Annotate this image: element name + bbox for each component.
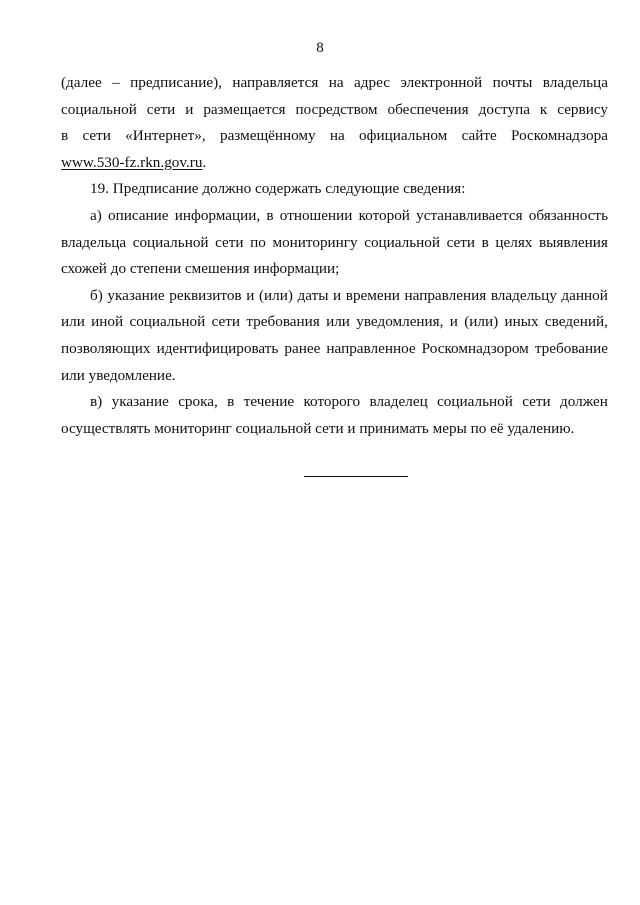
text-line: 19. Предписание должно содержать следующие сведения:: [90, 180, 466, 198]
word: и: [185, 100, 194, 118]
word: обеспечения: [387, 100, 469, 118]
word: в: [227, 393, 235, 411]
word: сайте: [461, 127, 497, 145]
text-line: [61, 203, 608, 230]
word: по: [250, 233, 266, 251]
word: владельца: [61, 233, 127, 251]
word: владельцу: [490, 286, 557, 304]
text-line: [61, 97, 608, 124]
word: владельца: [542, 74, 608, 91]
word: даты: [297, 286, 329, 304]
word: –: [112, 74, 120, 91]
word: целях: [495, 233, 533, 251]
word: сведений,: [544, 313, 608, 331]
word: которого: [303, 393, 361, 411]
text-line: [61, 123, 608, 150]
word: сети: [146, 100, 176, 118]
page-number: 8: [316, 40, 324, 56]
paragraph-subitem-b: [61, 283, 608, 389]
word: социальной: [437, 393, 513, 411]
word: устанавливается: [416, 206, 523, 224]
word: размещается: [203, 100, 286, 118]
word: размещённому: [219, 127, 316, 145]
text-line: [61, 389, 608, 416]
text-line: осуществлять мониторинг социальной сети и принимать меры по её удалению.: [61, 419, 575, 437]
word: описание: [108, 206, 169, 224]
word: в: [61, 127, 69, 145]
document-body: [61, 70, 608, 442]
word: времени: [345, 286, 400, 304]
word: предписание),: [130, 74, 222, 91]
word: на: [328, 74, 344, 91]
word: в): [90, 393, 103, 411]
word: направляется: [232, 74, 319, 91]
word: требования: [246, 313, 320, 331]
text-line: [61, 309, 608, 336]
word: позволяющих: [61, 339, 151, 357]
word: сети: [82, 127, 111, 145]
paragraph-item-19: [61, 176, 608, 203]
end-of-text-divider: [304, 476, 408, 477]
text-line: [61, 283, 608, 310]
text-line: схожей до степени смешения информации;: [61, 260, 340, 278]
word: должен: [560, 393, 608, 411]
word: иной: [91, 313, 124, 331]
word: (или): [258, 286, 293, 304]
website-link[interactable]: www.530-fz.rkn.gov.ru: [61, 153, 203, 171]
paragraph-subitem-v: [61, 389, 608, 442]
word: или: [61, 313, 85, 331]
text-line: [61, 70, 608, 97]
word: Роскомнадзора: [511, 127, 608, 145]
word: сети: [522, 393, 551, 411]
word: адрес: [354, 74, 390, 91]
word: или: [326, 313, 350, 331]
word: срока,: [178, 393, 218, 411]
word: направленное: [326, 339, 416, 357]
word: (или): [464, 313, 499, 331]
word: данной: [561, 286, 608, 304]
text-line: или уведомление.: [61, 366, 176, 384]
word: в: [481, 233, 489, 251]
word: течение: [243, 393, 295, 411]
word: требование: [534, 339, 608, 357]
word: «Интернет»,: [125, 127, 206, 145]
text-line: [61, 336, 608, 363]
word: отношении: [279, 206, 353, 224]
word: сервису: [557, 100, 608, 118]
word: направления: [404, 286, 487, 304]
word: к: [539, 100, 548, 118]
word: и: [246, 286, 255, 304]
word: реквизитов: [169, 286, 242, 304]
word: указание: [107, 286, 165, 304]
paragraph-subitem-a: [61, 203, 608, 283]
word: а): [90, 206, 102, 224]
word: информации,: [174, 206, 261, 224]
word: сети: [215, 233, 244, 251]
word: владелец: [369, 393, 428, 411]
word: Роскомнадзором: [421, 339, 529, 357]
paragraph-continuation: [61, 70, 608, 176]
sentence-period: .: [202, 153, 207, 171]
word: социальной: [132, 233, 209, 251]
word: уведомления,: [356, 313, 444, 331]
word: сети: [211, 313, 241, 331]
word: на: [329, 127, 345, 145]
word: и: [449, 313, 458, 331]
word: мониторингу: [272, 233, 358, 251]
text-line: [61, 230, 608, 257]
word: почты: [492, 74, 533, 91]
word: (далее: [61, 74, 102, 91]
word: социальной: [129, 313, 206, 331]
word: указание: [111, 393, 169, 411]
word: идентифицировать: [156, 339, 279, 357]
word: иных: [504, 313, 539, 331]
word: обязанность: [528, 206, 608, 224]
word: официальном: [359, 127, 448, 145]
word: посредством: [295, 100, 378, 118]
word: ранее: [284, 339, 321, 357]
word: выявления: [538, 233, 608, 251]
word: социальной: [61, 100, 137, 118]
word: социальной: [364, 233, 441, 251]
text-line: [61, 150, 608, 177]
word: и: [333, 286, 342, 304]
word: в: [266, 206, 274, 224]
word: б): [90, 286, 103, 304]
word: доступа: [478, 100, 530, 118]
word: электронной: [400, 74, 483, 91]
word: сети: [446, 233, 476, 251]
word: которой: [358, 206, 410, 224]
